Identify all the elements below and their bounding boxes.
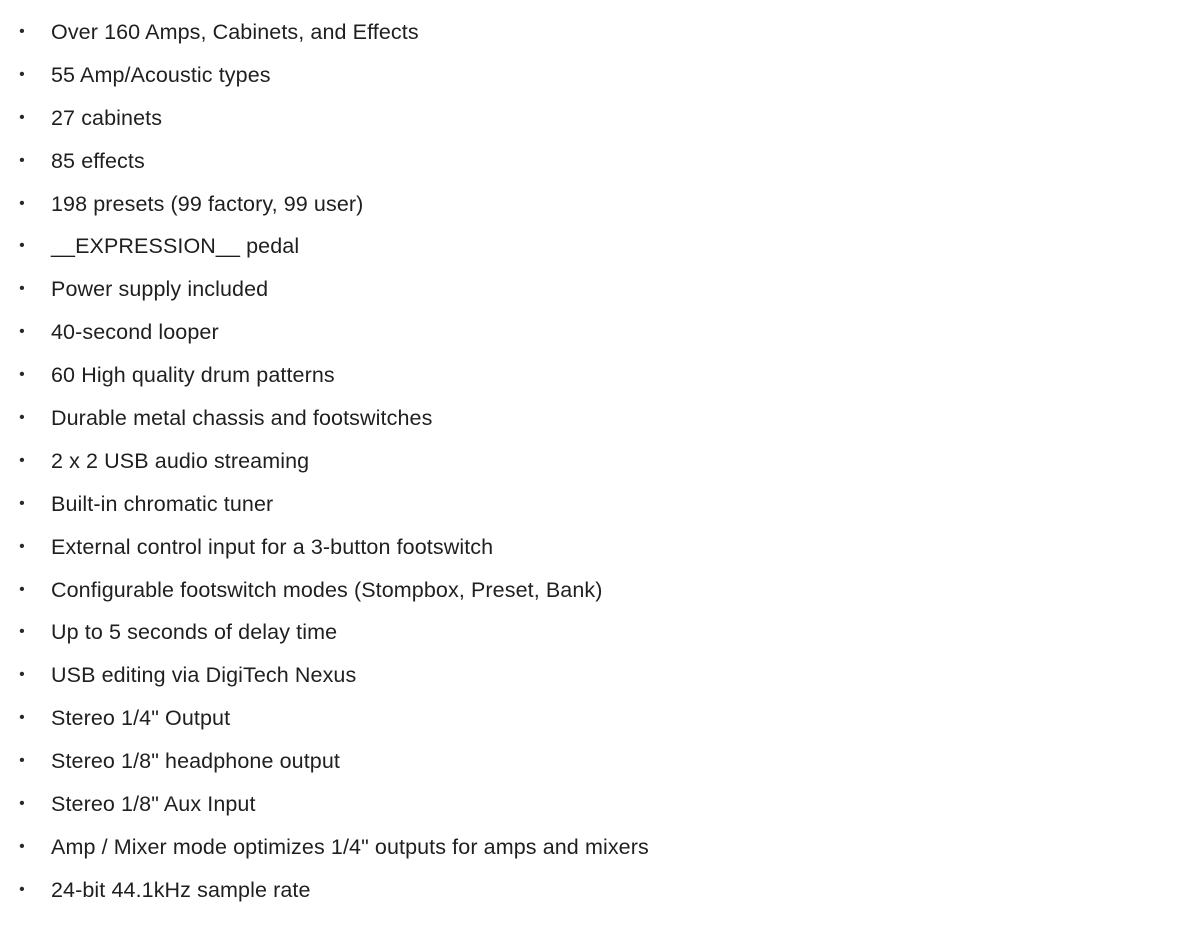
list-item <box>0 440 1200 483</box>
bullet-icon: • <box>19 666 25 684</box>
list-item <box>0 97 1200 140</box>
feature-text: Up to 5 seconds of delay time <box>51 620 338 645</box>
bullet-icon: • <box>19 880 25 898</box>
feature-text: Durable metal chassis and footswitches <box>51 406 433 431</box>
feature-list <box>0 11 1200 912</box>
list-item <box>0 311 1200 354</box>
list-item <box>0 225 1200 268</box>
feature-text: Stereo 1/4" Output <box>51 706 231 731</box>
feature-text: 27 cabinets <box>51 105 163 130</box>
list-item <box>0 11 1200 54</box>
feature-text: Stereo 1/8" Aux Input <box>51 792 256 817</box>
feature-text: Built-in chromatic tuner <box>51 491 274 516</box>
feature-text: Stereo 1/8" headphone output <box>51 749 340 774</box>
feature-text: 60 High quality drum patterns <box>51 363 335 388</box>
bullet-icon: • <box>19 623 25 641</box>
bullet-icon: • <box>19 280 25 298</box>
feature-text: 85 effects <box>51 148 145 173</box>
list-item <box>0 268 1200 311</box>
list-item <box>0 140 1200 183</box>
list-item <box>0 611 1200 654</box>
list-item <box>0 654 1200 697</box>
bullet-icon: • <box>19 580 25 598</box>
bullet-icon: • <box>19 366 25 384</box>
feature-text: Power supply included <box>51 277 269 302</box>
bullet-icon: • <box>19 151 25 169</box>
list-item <box>0 183 1200 226</box>
bullet-icon: • <box>19 537 25 555</box>
bullet-icon: • <box>19 752 25 770</box>
feature-text: USB editing via DigiTech Nexus <box>51 663 357 688</box>
feature-text: 24-bit 44.1kHz sample rate <box>51 877 311 902</box>
list-item <box>0 569 1200 612</box>
bullet-icon: • <box>19 323 25 341</box>
list-item <box>0 740 1200 783</box>
feature-text: 198 presets (99 factory, 99 user) <box>51 191 364 216</box>
feature-text: 2 x 2 USB audio streaming <box>51 448 310 473</box>
feature-text: Over 160 Amps, Cabinets, and Effects <box>51 20 419 44</box>
bullet-icon: • <box>19 494 25 512</box>
bullet-icon: • <box>19 194 25 212</box>
list-item <box>0 354 1200 397</box>
list-item <box>0 697 1200 740</box>
feature-text: Amp / Mixer mode optimizes 1/4" outputs for amps and mixers <box>51 834 649 859</box>
bullet-icon: • <box>19 409 25 427</box>
list-item <box>0 826 1200 869</box>
bullet-icon: • <box>19 451 25 469</box>
bullet-icon: • <box>19 709 25 727</box>
list-item <box>0 54 1200 97</box>
bullet-icon: • <box>19 23 25 40</box>
feature-text: External control input for a 3-button footswitch <box>51 534 494 559</box>
list-item <box>0 397 1200 440</box>
list-item <box>0 483 1200 526</box>
feature-text: Configurable footswitch modes (Stompbox, Preset, Bank) <box>51 577 603 602</box>
bullet-icon: • <box>19 65 25 83</box>
list-item <box>0 869 1200 912</box>
bullet-icon: • <box>19 837 25 855</box>
bullet-icon: • <box>19 795 25 813</box>
feature-text: __EXPRESSION__ pedal <box>51 234 300 259</box>
list-item <box>0 526 1200 569</box>
list-item <box>0 783 1200 826</box>
feature-text: 55 Amp/Acoustic types <box>51 62 271 87</box>
bullet-icon: • <box>19 108 25 126</box>
bullet-icon: • <box>19 237 25 255</box>
feature-text: 40-second looper <box>51 320 219 345</box>
